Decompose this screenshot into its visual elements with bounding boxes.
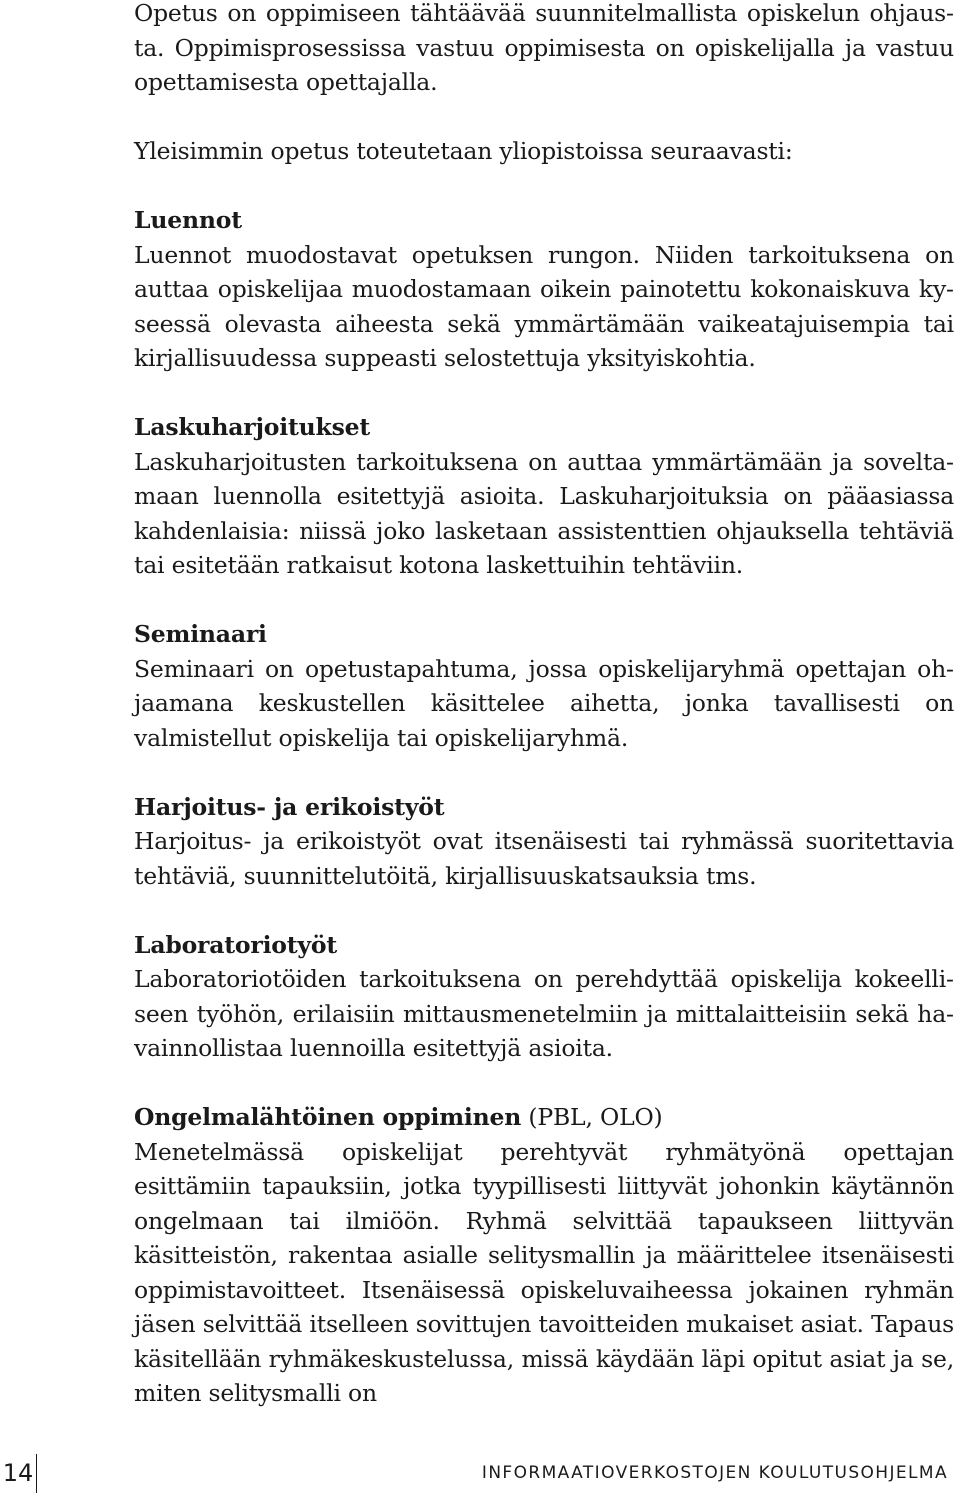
section-heading: Harjoitus- ja erikoistyöt bbox=[134, 792, 445, 821]
running-footer-title: INFORMAATIOVERKOSTOJEN KOULUTUSOHJELMA bbox=[481, 1463, 948, 1483]
page-number: 14 bbox=[2, 1459, 34, 1487]
footer-divider bbox=[36, 1454, 37, 1493]
section-heading-abbreviations: (PBL, OLO) bbox=[521, 1103, 663, 1131]
section-body: Luennot muodostavat opetuksen rungon. Niiden tarkoituksena on auttaa opiskelijaa muodostamaan oikein painotettu kokonaiskuva kyseessä olevasta aiheesta sekä ymmärtämään vaikeatajuisempia tai kirjallisuudessa suppeasti selostettuja yksityiskohtia. bbox=[134, 240, 954, 372]
section-laskuharjoitukset bbox=[134, 410, 954, 583]
section-body: Seminaari on opetustapahtuma, jossa opiskelijaryhmä opettajan ohjaamana keskustellen käsittelee aihetta, jonka tavallisesti on valmistellut opiskelija tai opiskelijaryhmä. bbox=[134, 654, 954, 752]
section-heading: Laboratoriotyöt bbox=[134, 930, 338, 959]
section-heading: Luennot bbox=[134, 206, 242, 234]
section-laboratoriotyot bbox=[134, 928, 954, 1066]
section-luennot bbox=[134, 203, 954, 376]
section-heading-title: Ongelmalähtöinen oppiminen bbox=[134, 1103, 522, 1131]
intro-paragraph: Opetus on oppimiseen tähtäävää suunnitelmallista opiskelun ohjausta. Oppimisprosessissa vastuu oppimisesta on opiskelijalla ja vastuu opettamisesta opettajalla. bbox=[134, 0, 954, 96]
section-body: Laboratoriotöiden tarkoituksena on perehdyttää opiskelija kokeelliseen työhön, erilaisiin mittausmenetelmiin ja mittalaitteisiin sekä havainnollistaa luennoilla esitettyjä asioita. bbox=[134, 965, 954, 1062]
section-harjoitus-ja-erikoistyot bbox=[134, 790, 954, 894]
section-body: Menetelmässä opiskelijat perehtyvät ryhmätyönä opettajan esittämiin tapauksiin, jotka tyypillisesti liittyvät johonkin käytännön ongelmaan tai ilmiöön. Ryhmä selvittää tapaukseen liittyvän käsitteistön, rakentaa asialle selitysmallin ja määrittelee itsenäisesti oppimistavoitteet. Itsenäisessä opiskeluvaiheessa jokainen ryhmän jäsen selvittää itselleen sovittujen tavoitteiden mukaiset asiat. Tapaus käsitellään ryhmäkeskustelussa, missä käydään läpi opitut asiat ja se, miten selitysmalli on bbox=[134, 1137, 954, 1407]
section-heading: Seminaari bbox=[134, 620, 267, 648]
section-heading: Laskuharjoitukset bbox=[134, 413, 371, 441]
section-seminaari bbox=[134, 617, 954, 755]
section-body: Harjoitus- ja erikoistyöt ovat itsenäisesti tai ryhmässä suoritettavia tehtäviä, suunnittelutöitä, kirjallisuuskatsauksia tms. bbox=[134, 827, 954, 890]
intro-lead-in: Yleisimmin opetus toteutetaan yliopistoissa seuraavasti: bbox=[134, 137, 793, 165]
section-ongelmalahtoinen-oppiminen bbox=[134, 1100, 954, 1411]
section-heading bbox=[134, 1100, 954, 1135]
section-body: Laskuharjoitusten tarkoituksena on auttaa ymmärtämään ja soveltamaan luennolla esitettyjä asioita. Laskuharjoituksia on pääasiassa kahdenlaisia: niissä joko lasketaan assistenttien ohjauksella tehtäviä tai esitetään ratkaisut kotona laskettuihin tehtäviin. bbox=[134, 447, 954, 579]
page-content bbox=[134, 0, 954, 1411]
